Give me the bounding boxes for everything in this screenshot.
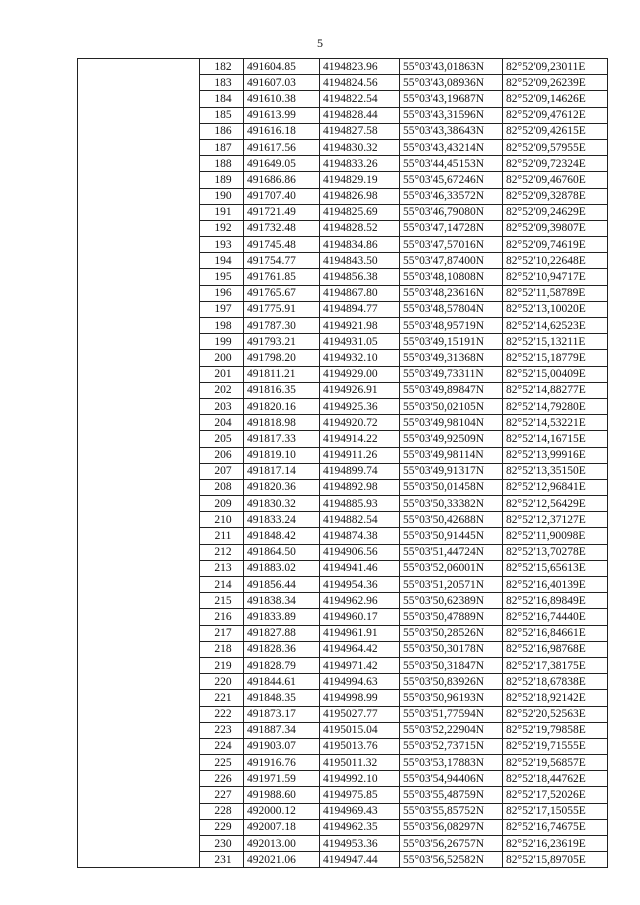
longitude-cell: 82°52'09,23011E [503,59,608,75]
longitude-cell: 82°52'13,99916E [503,447,608,463]
longitude-cell: 82°52'16,89849E [503,593,608,609]
longitude-cell: 82°52'19,71555E [503,738,608,754]
point-number-cell: 182 [200,59,244,75]
longitude-cell: 82°52'09,26239E [503,75,608,91]
y-coordinate-cell: 4195015.04 [320,722,400,738]
longitude-cell: 82°52'13,70278E [503,544,608,560]
latitude-cell: 55°03'50,91445N [400,528,503,544]
empty-merged-cell [78,59,200,868]
point-number-cell: 212 [200,544,244,560]
x-coordinate-cell: 491848.35 [244,690,320,706]
x-coordinate-cell: 491765.67 [244,285,320,301]
x-coordinate-cell: 492000.12 [244,803,320,819]
y-coordinate-cell: 4194994.63 [320,674,400,690]
y-coordinate-cell: 4194828.44 [320,107,400,123]
x-coordinate-cell: 491754.77 [244,253,320,269]
x-coordinate-cell: 491616.18 [244,123,320,139]
point-number-cell: 200 [200,350,244,366]
point-number-cell: 227 [200,787,244,803]
point-number-cell: 229 [200,819,244,835]
x-coordinate-cell: 491833.89 [244,609,320,625]
point-number-cell: 204 [200,415,244,431]
point-number-cell: 203 [200,398,244,414]
longitude-cell: 82°52'09,72324E [503,156,608,172]
y-coordinate-cell: 4194882.54 [320,512,400,528]
point-number-cell: 210 [200,512,244,528]
y-coordinate-cell: 4194975.85 [320,787,400,803]
longitude-cell: 82°52'19,56857E [503,755,608,771]
point-number-cell: 183 [200,75,244,91]
longitude-cell: 82°52'09,47612E [503,107,608,123]
latitude-cell: 55°03'56,26757N [400,836,503,852]
x-coordinate-cell: 491838.34 [244,593,320,609]
x-coordinate-cell: 491887.34 [244,722,320,738]
longitude-cell: 82°52'13,35150E [503,463,608,479]
point-number-cell: 195 [200,269,244,285]
point-number-cell: 224 [200,738,244,754]
x-coordinate-cell: 491971.59 [244,771,320,787]
latitude-cell: 55°03'50,30178N [400,641,503,657]
y-coordinate-cell: 4194925.36 [320,398,400,414]
x-coordinate-cell: 491761.85 [244,269,320,285]
longitude-cell: 82°52'14,88277E [503,382,608,398]
longitude-cell: 82°52'19,79858E [503,722,608,738]
y-coordinate-cell: 4194964.42 [320,641,400,657]
longitude-cell: 82°52'14,79280E [503,398,608,414]
y-coordinate-cell: 4194941.46 [320,560,400,576]
y-coordinate-cell: 4194867.80 [320,285,400,301]
point-number-cell: 194 [200,253,244,269]
latitude-cell: 55°03'56,52582N [400,852,503,868]
y-coordinate-cell: 4194929.00 [320,366,400,382]
longitude-cell: 82°52'14,62523E [503,318,608,334]
y-coordinate-cell: 4194906.56 [320,544,400,560]
latitude-cell: 55°03'52,06001N [400,560,503,576]
y-coordinate-cell: 4194971.42 [320,657,400,673]
latitude-cell: 55°03'53,17883N [400,755,503,771]
longitude-cell: 82°52'09,42615E [503,123,608,139]
latitude-cell: 55°03'46,33572N [400,188,503,204]
y-coordinate-cell: 4194932.10 [320,350,400,366]
longitude-cell: 82°52'13,10020E [503,301,608,317]
point-number-cell: 221 [200,690,244,706]
point-number-cell: 218 [200,641,244,657]
coordinates-table [77,58,608,868]
longitude-cell: 82°52'15,89705E [503,852,608,868]
latitude-cell: 55°03'50,96193N [400,690,503,706]
longitude-cell: 82°52'12,37127E [503,512,608,528]
point-number-cell: 226 [200,771,244,787]
longitude-cell: 82°52'18,67838E [503,674,608,690]
y-coordinate-cell: 4194833.26 [320,156,400,172]
y-coordinate-cell: 4194830.32 [320,139,400,155]
longitude-cell: 82°52'18,92142E [503,690,608,706]
point-number-cell: 192 [200,220,244,236]
point-number-cell: 230 [200,836,244,852]
x-coordinate-cell: 491798.20 [244,350,320,366]
latitude-cell: 55°03'50,02105N [400,398,503,414]
point-number-cell: 202 [200,382,244,398]
longitude-cell: 82°52'15,00409E [503,366,608,382]
x-coordinate-cell: 491883.02 [244,560,320,576]
y-coordinate-cell: 4194998.99 [320,690,400,706]
longitude-cell: 82°52'16,84661E [503,625,608,641]
point-number-cell: 184 [200,91,244,107]
y-coordinate-cell: 4194874.38 [320,528,400,544]
y-coordinate-cell: 4194926.91 [320,382,400,398]
y-coordinate-cell: 4194822.54 [320,91,400,107]
latitude-cell: 55°03'47,87400N [400,253,503,269]
point-number-cell: 223 [200,722,244,738]
y-coordinate-cell: 4194911.26 [320,447,400,463]
y-coordinate-cell: 4194962.96 [320,593,400,609]
longitude-cell: 82°52'12,56429E [503,496,608,512]
y-coordinate-cell: 4194824.56 [320,75,400,91]
x-coordinate-cell: 491827.88 [244,625,320,641]
latitude-cell: 55°03'48,10808N [400,269,503,285]
x-coordinate-cell: 491775.91 [244,301,320,317]
y-coordinate-cell: 4194931.05 [320,334,400,350]
latitude-cell: 55°03'51,20571N [400,577,503,593]
x-coordinate-cell: 491816.35 [244,382,320,398]
latitude-cell: 55°03'44,45153N [400,156,503,172]
latitude-cell: 55°03'46,79080N [400,204,503,220]
y-coordinate-cell: 4194954.36 [320,577,400,593]
x-coordinate-cell: 491707.40 [244,188,320,204]
x-coordinate-cell: 491817.14 [244,463,320,479]
latitude-cell: 55°03'51,44724N [400,544,503,560]
x-coordinate-cell: 491686.86 [244,172,320,188]
x-coordinate-cell: 491604.85 [244,59,320,75]
point-number-cell: 207 [200,463,244,479]
latitude-cell: 55°03'49,91317N [400,463,503,479]
latitude-cell: 55°03'50,33382N [400,496,503,512]
latitude-cell: 55°03'50,47889N [400,609,503,625]
latitude-cell: 55°03'43,08936N [400,75,503,91]
point-number-cell: 197 [200,301,244,317]
latitude-cell: 55°03'43,01863N [400,59,503,75]
y-coordinate-cell: 4194829.19 [320,172,400,188]
longitude-cell: 82°52'15,13211E [503,334,608,350]
longitude-cell: 82°52'16,40139E [503,577,608,593]
x-coordinate-cell: 491617.56 [244,139,320,155]
point-number-cell: 193 [200,237,244,253]
point-number-cell: 208 [200,479,244,495]
y-coordinate-cell: 4195027.77 [320,706,400,722]
x-coordinate-cell: 491828.36 [244,641,320,657]
point-number-cell: 201 [200,366,244,382]
point-number-cell: 215 [200,593,244,609]
latitude-cell: 55°03'50,83926N [400,674,503,690]
longitude-cell: 82°52'14,16715E [503,431,608,447]
longitude-cell: 82°52'11,90098E [503,528,608,544]
longitude-cell: 82°52'09,57955E [503,139,608,155]
y-coordinate-cell: 4194843.50 [320,253,400,269]
longitude-cell: 82°52'09,39807E [503,220,608,236]
latitude-cell: 55°03'52,73715N [400,738,503,754]
x-coordinate-cell: 491818.98 [244,415,320,431]
longitude-cell: 82°52'09,74619E [503,237,608,253]
longitude-cell: 82°52'12,96841E [503,479,608,495]
latitude-cell: 55°03'43,31596N [400,107,503,123]
y-coordinate-cell: 4194826.98 [320,188,400,204]
x-coordinate-cell: 491916.76 [244,755,320,771]
x-coordinate-cell: 491721.49 [244,204,320,220]
y-coordinate-cell: 4194834.86 [320,237,400,253]
x-coordinate-cell: 491844.61 [244,674,320,690]
x-coordinate-cell: 491817.33 [244,431,320,447]
point-number-cell: 206 [200,447,244,463]
table-row [78,59,608,75]
latitude-cell: 55°03'49,73311N [400,366,503,382]
y-coordinate-cell: 4194947.44 [320,852,400,868]
longitude-cell: 82°52'16,74675E [503,819,608,835]
y-coordinate-cell: 4194992.10 [320,771,400,787]
longitude-cell: 82°52'09,46760E [503,172,608,188]
x-coordinate-cell: 491649.05 [244,156,320,172]
y-coordinate-cell: 4194969.43 [320,803,400,819]
longitude-cell: 82°52'14,53221E [503,415,608,431]
longitude-cell: 82°52'16,74440E [503,609,608,625]
latitude-cell: 55°03'48,95719N [400,318,503,334]
longitude-cell: 82°52'20,52563E [503,706,608,722]
y-coordinate-cell: 4195013.76 [320,738,400,754]
x-coordinate-cell: 491811.21 [244,366,320,382]
y-coordinate-cell: 4194961.91 [320,625,400,641]
latitude-cell: 55°03'50,62389N [400,593,503,609]
latitude-cell: 55°03'50,01458N [400,479,503,495]
latitude-cell: 55°03'45,67246N [400,172,503,188]
y-coordinate-cell: 4194960.17 [320,609,400,625]
point-number-cell: 185 [200,107,244,123]
longitude-cell: 82°52'16,98768E [503,641,608,657]
longitude-cell: 82°52'17,15055E [503,803,608,819]
x-coordinate-cell: 491610.38 [244,91,320,107]
x-coordinate-cell: 491793.21 [244,334,320,350]
longitude-cell: 82°52'17,52026E [503,787,608,803]
x-coordinate-cell: 491903.07 [244,738,320,754]
y-coordinate-cell: 4195011.32 [320,755,400,771]
point-number-cell: 219 [200,657,244,673]
x-coordinate-cell: 491745.48 [244,237,320,253]
latitude-cell: 55°03'55,85752N [400,803,503,819]
point-number-cell: 189 [200,172,244,188]
x-coordinate-cell: 491732.48 [244,220,320,236]
latitude-cell: 55°03'47,14728N [400,220,503,236]
x-coordinate-cell: 491856.44 [244,577,320,593]
point-number-cell: 213 [200,560,244,576]
longitude-cell: 82°52'15,18779E [503,350,608,366]
longitude-cell: 82°52'17,38175E [503,657,608,673]
longitude-cell: 82°52'09,14626E [503,91,608,107]
y-coordinate-cell: 4194827.58 [320,123,400,139]
latitude-cell: 55°03'56,08297N [400,819,503,835]
latitude-cell: 55°03'50,42688N [400,512,503,528]
point-number-cell: 191 [200,204,244,220]
point-number-cell: 214 [200,577,244,593]
page-number: 5 [317,36,323,50]
y-coordinate-cell: 4194914.22 [320,431,400,447]
x-coordinate-cell: 491828.79 [244,657,320,673]
latitude-cell: 55°03'50,28526N [400,625,503,641]
longitude-cell: 82°52'15,65613E [503,560,608,576]
latitude-cell: 55°03'54,94406N [400,771,503,787]
y-coordinate-cell: 4194856.38 [320,269,400,285]
point-number-cell: 231 [200,852,244,868]
y-coordinate-cell: 4194892.98 [320,479,400,495]
y-coordinate-cell: 4194823.96 [320,59,400,75]
longitude-cell: 82°52'10,22648E [503,253,608,269]
longitude-cell: 82°52'09,32878E [503,188,608,204]
latitude-cell: 55°03'43,19687N [400,91,503,107]
coordinates-table-body [78,59,608,868]
longitude-cell: 82°52'09,24629E [503,204,608,220]
latitude-cell: 55°03'49,31368N [400,350,503,366]
latitude-cell: 55°03'49,92509N [400,431,503,447]
latitude-cell: 55°03'49,15191N [400,334,503,350]
point-number-cell: 205 [200,431,244,447]
y-coordinate-cell: 4194885.93 [320,496,400,512]
x-coordinate-cell: 491613.99 [244,107,320,123]
point-number-cell: 222 [200,706,244,722]
point-number-cell: 225 [200,755,244,771]
point-number-cell: 228 [200,803,244,819]
point-number-cell: 220 [200,674,244,690]
latitude-cell: 55°03'43,43214N [400,139,503,155]
latitude-cell: 55°03'48,57804N [400,301,503,317]
latitude-cell: 55°03'47,57016N [400,237,503,253]
latitude-cell: 55°03'50,31847N [400,657,503,673]
longitude-cell: 82°52'16,23619E [503,836,608,852]
point-number-cell: 209 [200,496,244,512]
longitude-cell: 82°52'11,58789E [503,285,608,301]
point-number-cell: 188 [200,156,244,172]
point-number-cell: 211 [200,528,244,544]
x-coordinate-cell: 491787.30 [244,318,320,334]
point-number-cell: 190 [200,188,244,204]
point-number-cell: 196 [200,285,244,301]
y-coordinate-cell: 4194921.98 [320,318,400,334]
y-coordinate-cell: 4194894.77 [320,301,400,317]
longitude-cell: 82°52'10,94717E [503,269,608,285]
x-coordinate-cell: 491820.36 [244,479,320,495]
x-coordinate-cell: 491819.10 [244,447,320,463]
y-coordinate-cell: 4194962.35 [320,819,400,835]
latitude-cell: 55°03'51,77594N [400,706,503,722]
x-coordinate-cell: 491848.42 [244,528,320,544]
x-coordinate-cell: 492021.06 [244,852,320,868]
y-coordinate-cell: 4194920.72 [320,415,400,431]
x-coordinate-cell: 491864.50 [244,544,320,560]
latitude-cell: 55°03'48,23616N [400,285,503,301]
y-coordinate-cell: 4194953.36 [320,836,400,852]
longitude-cell: 82°52'18,44762E [503,771,608,787]
x-coordinate-cell: 492013.00 [244,836,320,852]
x-coordinate-cell: 491833.24 [244,512,320,528]
latitude-cell: 55°03'52,22904N [400,722,503,738]
x-coordinate-cell: 491820.16 [244,398,320,414]
y-coordinate-cell: 4194899.74 [320,463,400,479]
latitude-cell: 55°03'49,98104N [400,415,503,431]
latitude-cell: 55°03'49,89847N [400,382,503,398]
latitude-cell: 55°03'43,38643N [400,123,503,139]
point-number-cell: 198 [200,318,244,334]
point-number-cell: 187 [200,139,244,155]
point-number-cell: 217 [200,625,244,641]
x-coordinate-cell: 491988.60 [244,787,320,803]
x-coordinate-cell: 491607.03 [244,75,320,91]
latitude-cell: 55°03'55,48759N [400,787,503,803]
y-coordinate-cell: 4194825.69 [320,204,400,220]
point-number-cell: 186 [200,123,244,139]
latitude-cell: 55°03'49,98114N [400,447,503,463]
x-coordinate-cell: 492007.18 [244,819,320,835]
x-coordinate-cell: 491830.32 [244,496,320,512]
point-number-cell: 199 [200,334,244,350]
x-coordinate-cell: 491873.17 [244,706,320,722]
point-number-cell: 216 [200,609,244,625]
y-coordinate-cell: 4194828.52 [320,220,400,236]
